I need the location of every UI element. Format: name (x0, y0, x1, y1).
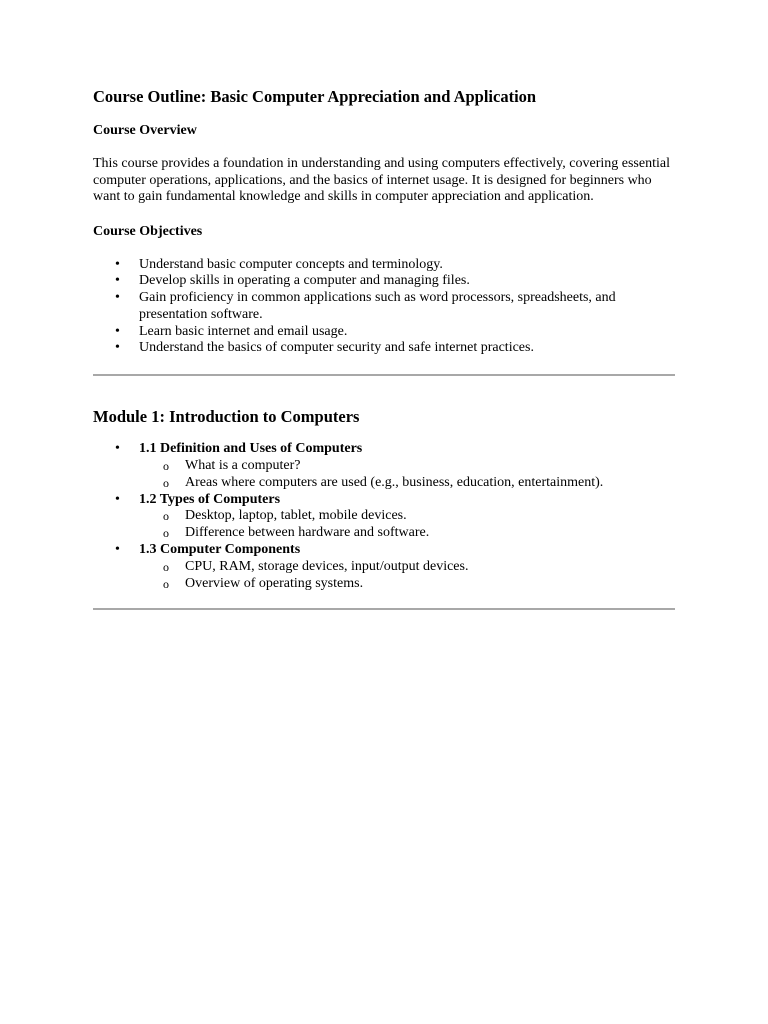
course-overview-heading: Course Overview (93, 123, 197, 138)
section-divider (93, 608, 675, 610)
subitem: o What is a computer? (139, 458, 675, 475)
topic-item (93, 542, 675, 592)
objective-item: • Develop skills in operating a computer and managing files. (93, 273, 675, 290)
module-1-heading: Module 1: Introduction to Computers (93, 407, 360, 427)
subitem: o Difference between hardware and software. (139, 525, 675, 542)
course-overview-text: This course provides a foundation in understanding and using computers effectively, covering essential computer operations, applications, and the basics of internet usage. It is designed for beginners who want to gain fundamental knowledge and skills in computer appreciation and application. (93, 156, 670, 204)
module-1-topics (93, 441, 675, 592)
document-page (93, 86, 675, 610)
objective-item: • Understand basic computer concepts and terminology. (93, 257, 675, 274)
topic-title: 1.1 Definition and Uses of Computers (139, 441, 363, 457)
subitem-list (139, 559, 675, 593)
course-objectives-heading: Course Objectives (93, 223, 203, 239)
subitem-list (139, 508, 675, 542)
subitem-list (139, 458, 675, 492)
objective-item: • Gain proficiency in common applications such as word processors, spreadsheets, and presentation software. (93, 290, 675, 324)
topic-item (93, 492, 675, 542)
objective-item: • Learn basic internet and email usage. (93, 324, 675, 341)
objectives-list (93, 257, 675, 358)
subitem: o Areas where computers are used (e.g., business, education, entertainment). (139, 475, 675, 492)
objective-item: • Understand the basics of computer security and safe internet practices. (93, 340, 675, 357)
subitem: o Desktop, laptop, tablet, mobile devices. (139, 508, 675, 525)
subitem: o CPU, RAM, storage devices, input/output devices. (139, 559, 675, 576)
document-title: Course Outline: Basic Computer Appreciation and Application (93, 87, 537, 106)
topic-title: 1.3 Computer Components (139, 542, 301, 558)
topic-title: 1.2 Types of Computers (139, 491, 281, 507)
topic-item (93, 441, 675, 491)
subitem: o Overview of operating systems. (139, 576, 675, 593)
